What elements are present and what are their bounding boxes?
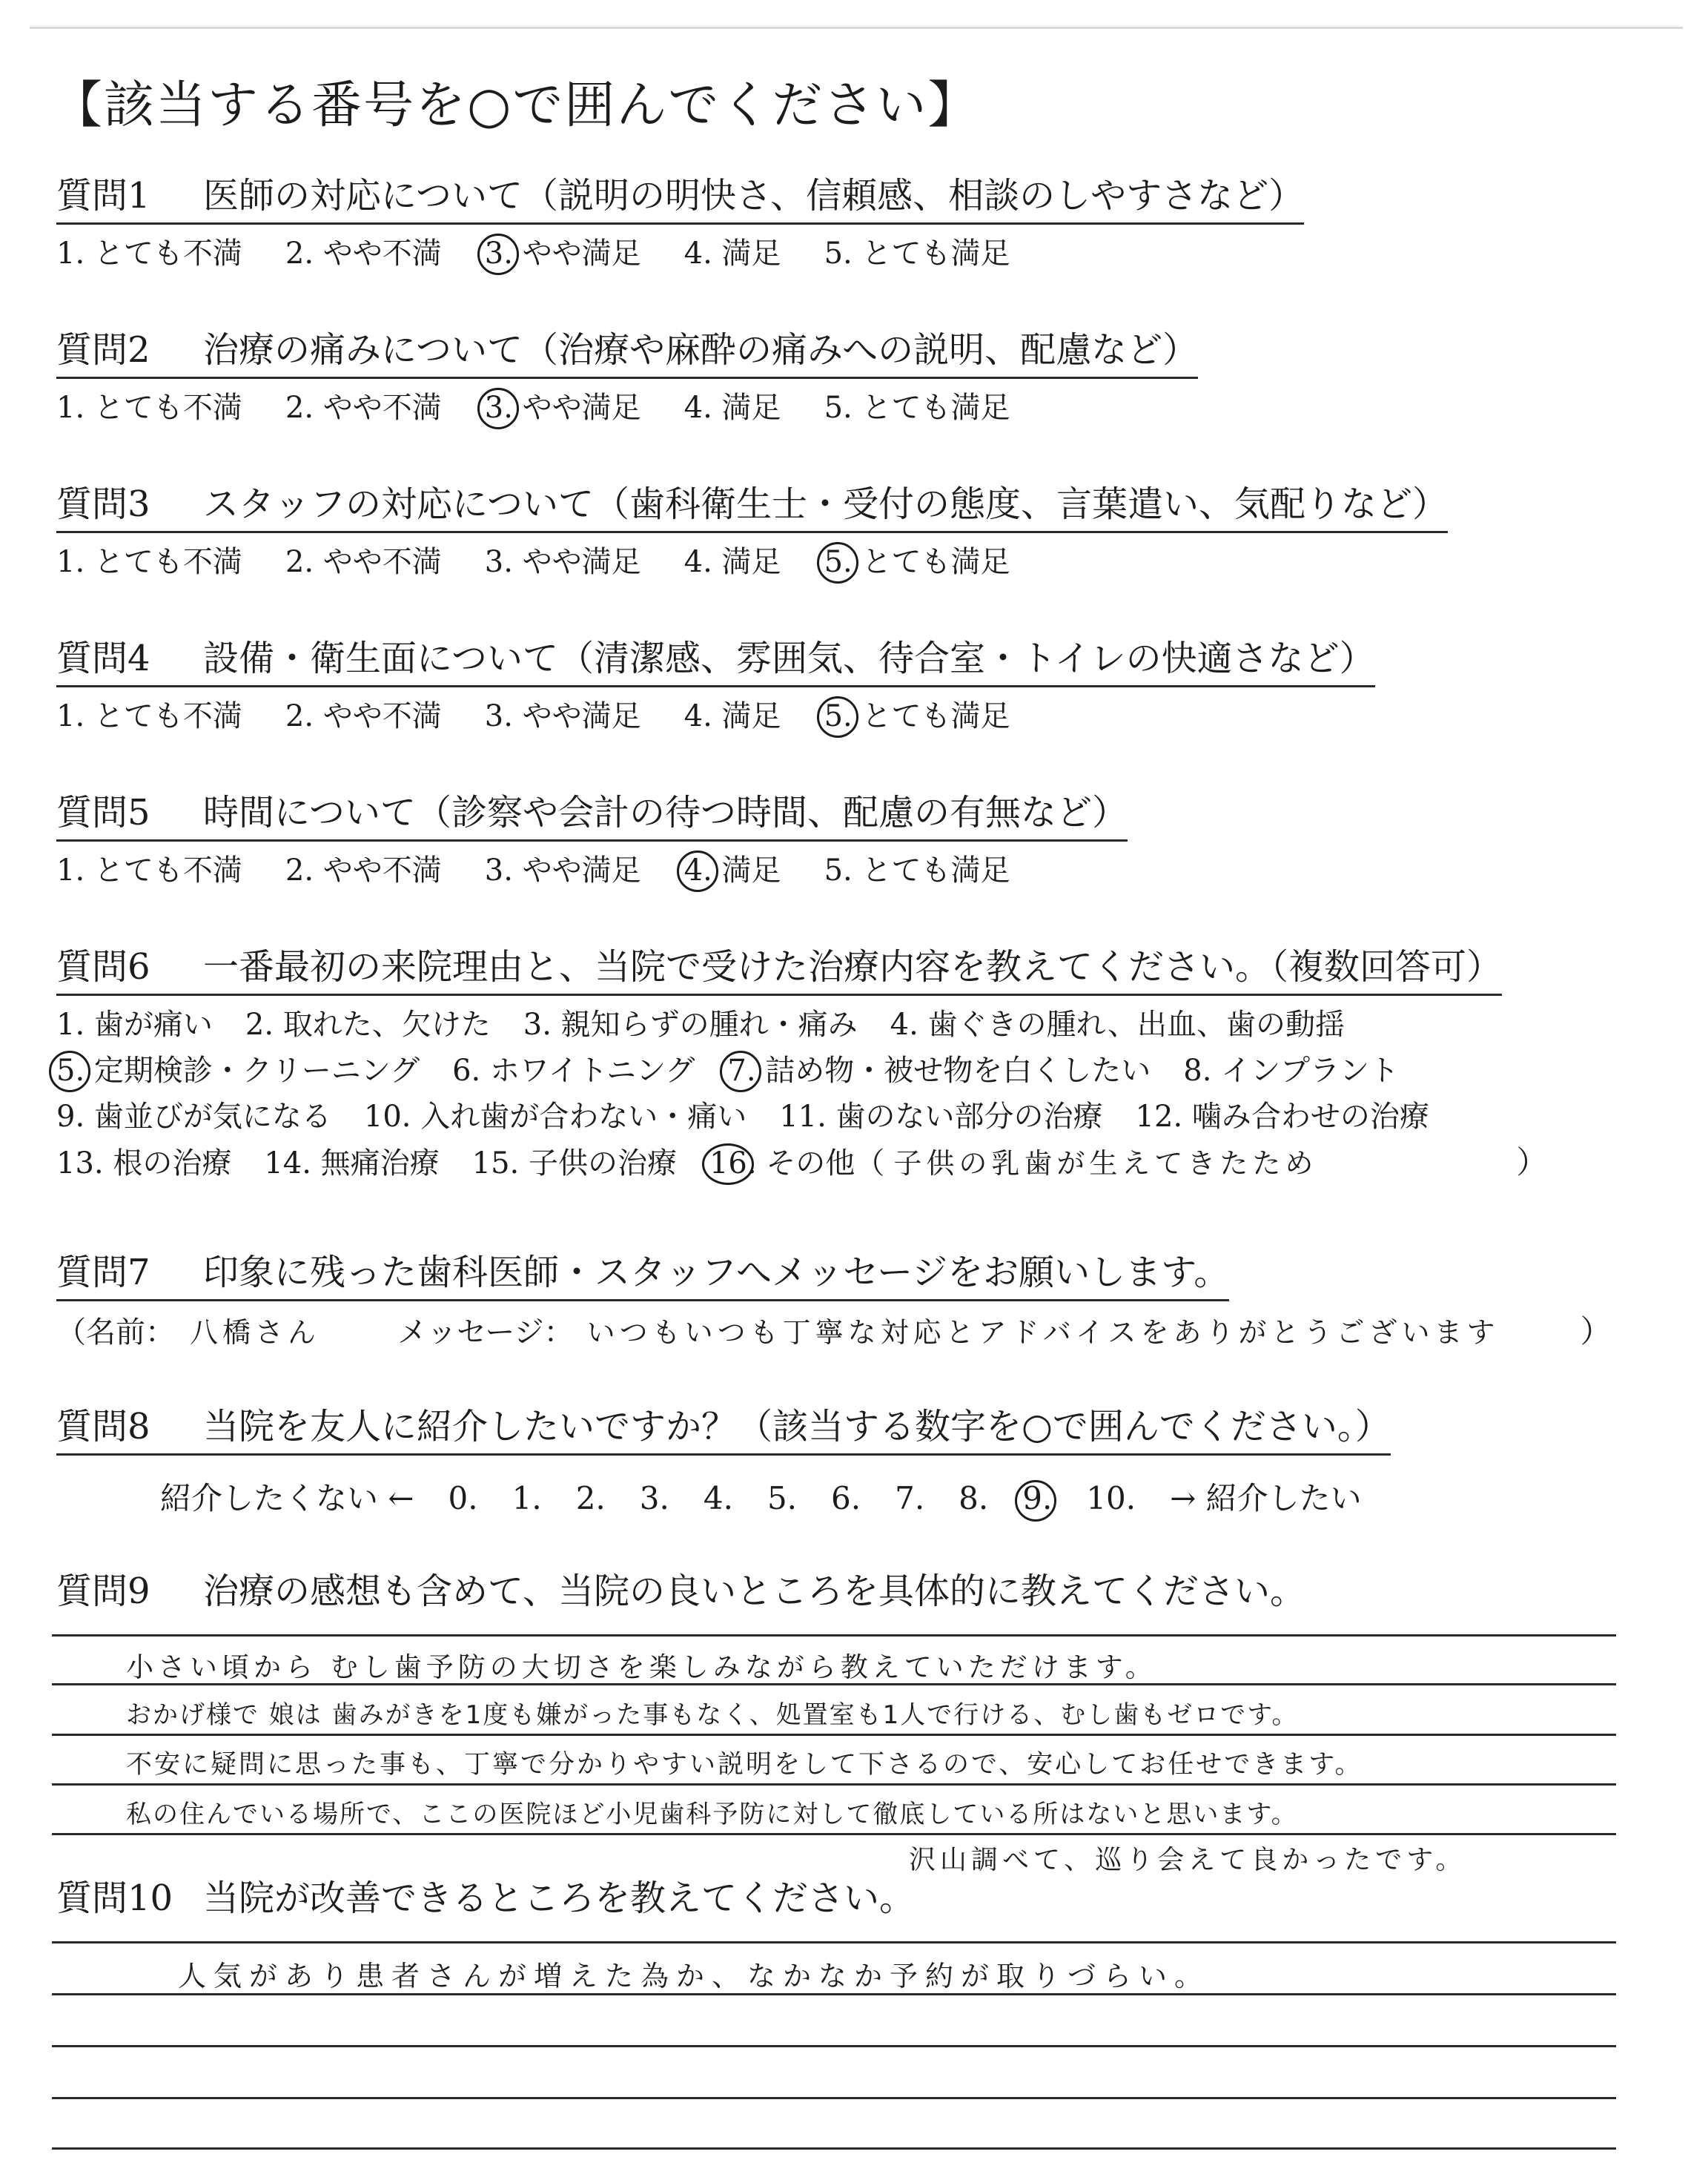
option-1[interactable]: 1. とても不満 [56, 545, 242, 579]
ruled-line [52, 1634, 1616, 1636]
question-1 [56, 172, 1304, 274]
option-2[interactable]: 2. やや不満 [285, 853, 442, 888]
question-4 [56, 635, 1375, 736]
scale-0[interactable]: 0. [448, 1480, 478, 1516]
option-9[interactable]: 9. 歯並びが気になる [56, 1100, 331, 1134]
question-text: 印象に残った歯科医師・スタッフへメッセージをお願いします。 [203, 1252, 1230, 1293]
option-5[interactable]: 5. とても満足 [824, 853, 1010, 888]
ruled-line [52, 1833, 1616, 1835]
ruled-line [52, 1941, 1616, 1943]
question-text: 一番最初の来院理由と、当院で受けた治療内容を教えてください。（複数回答可） [203, 946, 1503, 988]
question-3-title [56, 480, 1448, 533]
name-handwritten[interactable]: 八橋さん [190, 1316, 321, 1349]
instruction-header: 【該当する番号を○で囲んでください】 [52, 76, 980, 135]
ruled-line [52, 1734, 1616, 1736]
question-number: 質問1 [56, 175, 150, 217]
recommend-scale [160, 1474, 1396, 1519]
question-2-title [56, 326, 1198, 379]
option-2[interactable]: 2. やや不満 [285, 699, 442, 733]
option-13[interactable]: 13. 根の治療 [56, 1146, 232, 1180]
question-text: 当院が改善できるところを教えてください。 [203, 1877, 916, 1919]
ruled-line [52, 2147, 1616, 2150]
other-reason-handwritten[interactable]: 子供の乳歯が生えてきたため [893, 1147, 1318, 1180]
question-10 [56, 1875, 915, 1925]
option-1[interactable]: 1. とても不満 [56, 391, 242, 425]
question-3 [56, 480, 1448, 582]
question-7 [56, 1249, 1612, 1353]
option-11[interactable]: 11. 歯のない部分の治療 [779, 1100, 1103, 1134]
scale-left-label: 紹介したくない ← [160, 1480, 414, 1516]
question-2 [56, 326, 1198, 428]
question-2-options [56, 388, 1198, 428]
option-8[interactable]: 8. インプラント [1183, 1054, 1400, 1088]
option-row-2 [56, 1051, 1547, 1097]
question-8 [56, 1403, 1391, 1456]
option-16-selected[interactable]: 16. その他（ [709, 1143, 884, 1183]
option-5-selected[interactable]: 5. とても満足 [824, 542, 1010, 582]
question-number: 質問6 [56, 946, 150, 988]
top-divider [30, 27, 1683, 29]
option-2[interactable]: 2. 取れた、欠けた [245, 1008, 491, 1042]
option-3[interactable]: 3. やや満足 [484, 545, 641, 579]
option-10[interactable]: 10. 入れ歯が合わない・痛い [363, 1100, 747, 1134]
scale-3[interactable]: 3. [639, 1480, 669, 1516]
scale-4[interactable]: 4. [703, 1480, 733, 1516]
question-4-title [56, 635, 1375, 687]
question-7-title [56, 1249, 1229, 1301]
question-9 [56, 1568, 1305, 1618]
option-12[interactable]: 12. 噛み合わせの治療 [1135, 1100, 1429, 1134]
scale-6[interactable]: 6. [831, 1480, 861, 1516]
message-label: メッセージ： [397, 1315, 574, 1350]
option-3-selected[interactable]: 3. やや満足 [485, 388, 641, 428]
option-row-1 [56, 1005, 1547, 1051]
close-paren: ） [1580, 1313, 1612, 1350]
ruled-line [52, 1783, 1616, 1786]
option-4[interactable]: 4. 満足 [683, 391, 781, 425]
option-3-selected[interactable]: 3. やや満足 [485, 234, 641, 274]
answer-line-1[interactable]: 小さい頃から むし歯予防の大切さを楽しみながら教えていただけます。 [126, 1651, 1157, 1683]
question-5-title [56, 789, 1128, 842]
scale-2[interactable]: 2. [575, 1480, 606, 1516]
question-5 [56, 789, 1128, 891]
option-15[interactable]: 15. 子供の治療 [471, 1146, 677, 1180]
question-number: 質問7 [56, 1252, 150, 1293]
option-3[interactable]: 3. やや満足 [484, 699, 641, 733]
question-number: 質問8 [56, 1406, 150, 1447]
scale-8[interactable]: 8. [959, 1480, 989, 1516]
question-5-options [56, 851, 1128, 891]
answer-line-2[interactable]: おかげ様で 娘は 歯みがきを1度も嫌がった事もなく、処置室も1人で行ける、むし歯もゼロです。 [126, 1700, 1299, 1730]
question-text: 時間について（診察や会計の待つ時間、配慮の有無など） [203, 792, 1128, 833]
question-text: 医師の対応について（説明の明快さ、信頼感、相談のしやすさなど） [203, 175, 1305, 217]
option-4[interactable]: 4. 歯ぐきの腫れ、出血、歯の動揺 [890, 1008, 1345, 1042]
option-5[interactable]: 5. とても満足 [824, 391, 1010, 425]
option-2[interactable]: 2. やや不満 [285, 391, 442, 425]
scale-9-selected[interactable]: 9. [1022, 1480, 1053, 1516]
question-6-title [56, 943, 1502, 996]
question-text: 治療の感想も含めて、当院の良いところを具体的に教えてください。 [203, 1571, 1306, 1612]
option-4-selected[interactable]: 4. 満足 [684, 851, 781, 891]
answer-line-5[interactable]: 沢山調べて、巡り会えて良かったです。 [909, 1845, 1467, 1875]
question-text: 当院を友人に紹介したいですか？（該当する数字を○で囲んでください。） [203, 1406, 1391, 1447]
question-7-answer [56, 1312, 1612, 1353]
question-1-options [56, 234, 1304, 274]
option-1[interactable]: 1. とても不満 [56, 853, 242, 888]
ruled-line [52, 2045, 1616, 2047]
improvement-line-1[interactable]: 人気があり患者さんが増えた為か、なかなか予約が取りづらい。 [178, 1960, 1211, 1992]
option-6[interactable]: 6. ホワイトニング [452, 1054, 695, 1088]
question-3-options [56, 542, 1448, 582]
option-3[interactable]: 3. やや満足 [484, 853, 641, 888]
option-5-selected[interactable]: 5. 定期検診・クリーニング [56, 1051, 420, 1091]
question-number: 質問9 [56, 1571, 150, 1612]
option-row-4 [56, 1143, 1547, 1189]
option-1[interactable]: 1. 歯が痛い [56, 1008, 213, 1042]
question-number: 質問5 [56, 792, 150, 833]
option-2[interactable]: 2. やや不満 [285, 237, 442, 271]
scale-7[interactable]: 7. [895, 1480, 925, 1516]
option-7-selected[interactable]: 7. 詰め物・被せ物を白くしたい [727, 1051, 1151, 1091]
question-text: スタッフの対応について（歯科衛生士・受付の態度、言葉遣い、気配りなど） [203, 483, 1449, 525]
question-6-options [56, 1005, 1547, 1189]
ruled-line [52, 2097, 1616, 2099]
scale-10[interactable]: 10. [1086, 1480, 1136, 1516]
question-text: 治療の痛みについて（治療や麻酔の痛みへの説明、配慮など） [203, 329, 1199, 371]
answer-line-3[interactable]: 不安に疑問に思った事も、丁寧で分かりやすい説明をして下さるので、安心してお任せできます。 [126, 1750, 1363, 1780]
option-4[interactable]: 4. 満足 [683, 545, 781, 579]
question-8-title [56, 1403, 1391, 1456]
question-number: 質問4 [56, 638, 150, 679]
option-3[interactable]: 3. 親知らずの腫れ・痛み [523, 1008, 858, 1042]
option-4[interactable]: 4. 満足 [683, 237, 781, 271]
question-10-title [56, 1875, 915, 1925]
scale-5[interactable]: 5. [767, 1480, 798, 1516]
question-1-title [56, 172, 1304, 225]
option-5-selected[interactable]: 5. とても満足 [824, 696, 1010, 736]
question-number: 質問10 [56, 1877, 173, 1919]
option-14[interactable]: 14. 無痛治療 [264, 1146, 440, 1180]
answer-line-4[interactable]: 私の住んでいる場所で、ここの医院ほど小児歯科予防に対して徹底している所はないと思います。 [126, 1800, 1298, 1829]
question-number: 質問2 [56, 329, 150, 371]
scale-right-label: → 紹介したい [1170, 1480, 1362, 1516]
close-paren: ） [1516, 1144, 1548, 1180]
option-5[interactable]: 5. とても満足 [824, 237, 1010, 271]
question-text: 設備・衛生面について（清潔感、雰囲気、待合室・トイレの快適さなど） [203, 638, 1375, 679]
question-4-options [56, 696, 1375, 736]
option-2[interactable]: 2. やや不満 [285, 545, 442, 579]
question-6 [56, 943, 1547, 1189]
name-label: （名前： [56, 1315, 175, 1350]
message-handwritten[interactable]: いつもいつも丁寧な対応とアドバイスをありがとうございます [586, 1316, 1500, 1349]
question-number: 質問3 [56, 483, 150, 525]
option-1[interactable]: 1. とても不満 [56, 237, 242, 271]
scale-1[interactable]: 1. [512, 1480, 542, 1516]
question-9-title [56, 1568, 1305, 1618]
option-4[interactable]: 4. 満足 [683, 699, 781, 733]
option-1[interactable]: 1. とても不満 [56, 699, 242, 733]
option-row-3 [56, 1097, 1547, 1143]
